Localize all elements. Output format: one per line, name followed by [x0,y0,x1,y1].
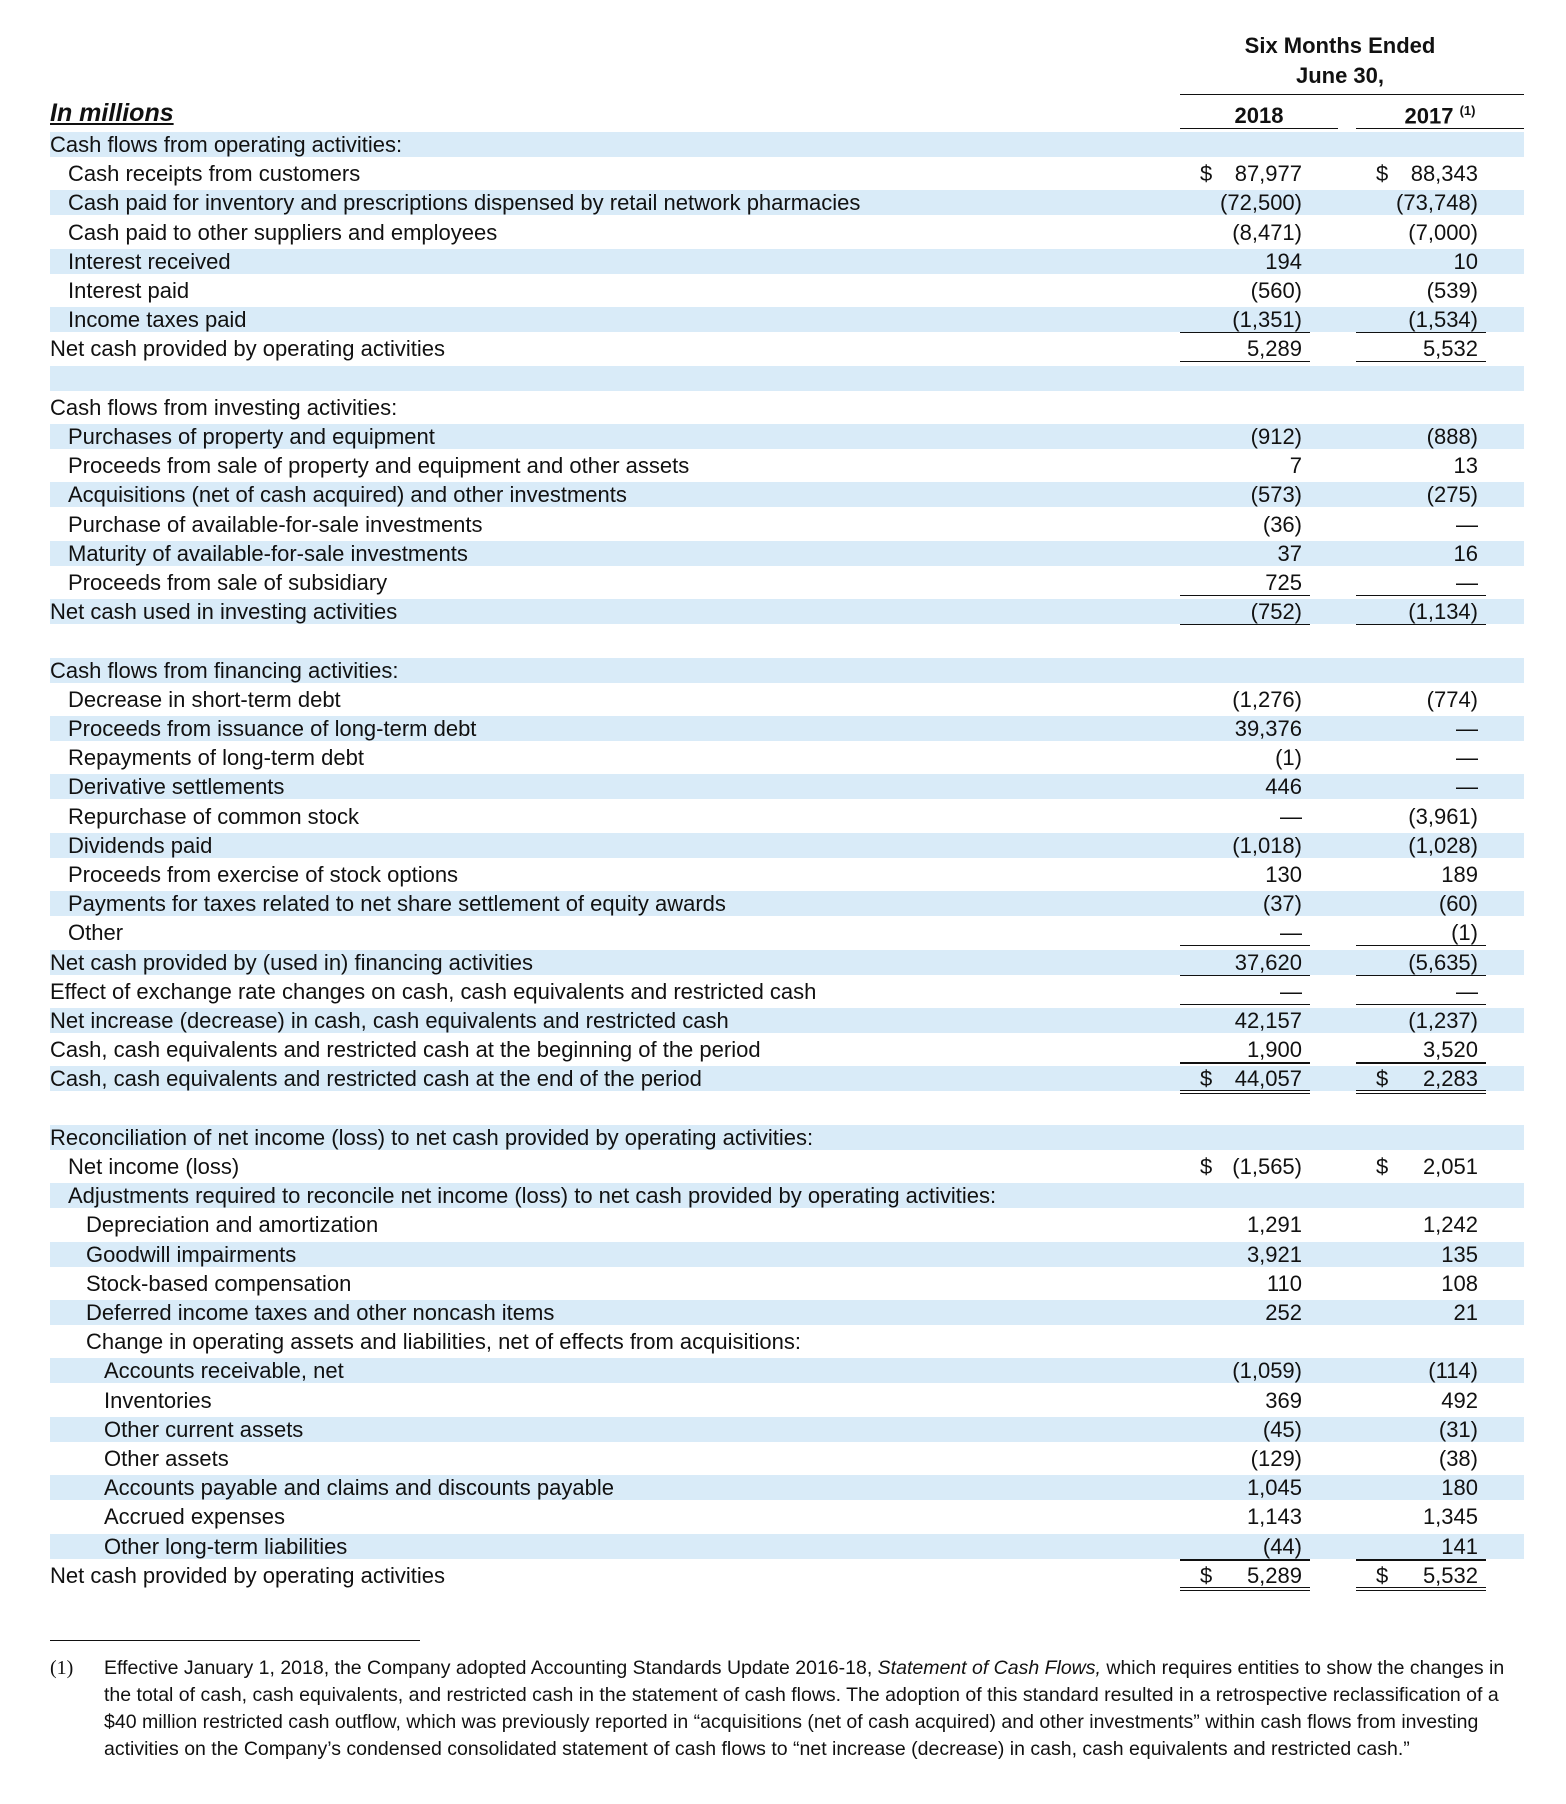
column-header-2018: 2018 [1234,103,1284,128]
value-2018: — [1280,804,1302,829]
table-row [50,336,1524,361]
table-row [50,1037,1524,1062]
period-header-rule [1180,94,1524,95]
value-2017: 10 [1453,249,1478,274]
table-row [50,891,1524,916]
value-2017: 5,532 [1356,336,1486,361]
table-row [50,1154,1524,1179]
footnote-text-start: Effective January 1, 2018, the Company adopted Accounting Standards Update 2016-18, [104,1657,878,1679]
row-label: Purchases of property and equipment [68,424,435,449]
table-row [50,950,1524,975]
row-label: Decrease in short-term debt [68,687,341,712]
currency-symbol-2018: $ [1200,1563,1213,1588]
table-row [50,1358,1524,1383]
table-row [50,307,1524,332]
value-2018: (1,276) [1232,687,1302,712]
row-label: Proceeds from exercise of stock options [68,862,459,887]
currency-symbol-2017: $ [1376,1563,1389,1588]
value-2018: 1,900 [1180,1037,1310,1062]
value-2018: 1,143 [1246,1504,1302,1529]
value-2018: (1,351) [1180,307,1310,332]
row-label: Effect of exchange rate changes on cash, cash equivalents and restricted cash [50,979,817,1004]
row-label: Acquisitions (net of cash acquired) and other investments [68,482,627,507]
value-2017: (1,028) [1408,833,1478,858]
column-rule-2018 [1180,128,1338,129]
row-label: Adjustments required to reconcile net income (loss) to net cash provided by operating activities: [68,1183,997,1208]
table-row [50,774,1524,799]
table-row [50,278,1524,303]
value-2018: (36) [1262,512,1302,537]
table-row [50,1183,1524,1208]
value-2018: 725 [1180,570,1310,595]
row-label: Maturity of available-for-sale investments [68,541,468,566]
row-label: Derivative settlements [68,774,285,799]
value-2017: (1,134) [1356,599,1486,624]
value-2017: (7,000) [1408,220,1478,245]
footnote-separator [50,1640,420,1641]
value-2018: (573) [1250,482,1302,507]
value-2017: (1) [1356,920,1486,945]
footnote-text [104,1655,1524,1763]
table-row [50,1125,1524,1150]
table-row [50,220,1524,245]
value-2018: 7 [1289,453,1302,478]
value-2017: — [1356,979,1486,1004]
value-2017: (5,635) [1356,950,1486,975]
row-label: Net cash used in investing activities [50,599,398,624]
value-2017: 2,051 [1422,1154,1478,1179]
table-row [50,833,1524,858]
row-label: Other long-term liabilities [104,1534,348,1559]
row-label: Inventories [104,1388,212,1413]
value-2018: 3,921 [1246,1242,1302,1267]
row-label: Dividends paid [68,833,213,858]
row-label: Other current assets [104,1417,304,1442]
table-row [50,1417,1524,1442]
value-2017: 180 [1441,1475,1478,1500]
value-2017: (1,534) [1356,307,1486,332]
table-row [50,1329,1524,1354]
table-row [50,979,1524,1004]
footnote-mark: (1) [50,1657,74,1679]
value-2017: 1,345 [1422,1504,1478,1529]
table-row [50,482,1524,507]
table-row [50,424,1524,449]
row-label: Stock-based compensation [86,1271,352,1296]
value-2017: — [1356,570,1486,595]
table-row [50,1096,1524,1121]
value-2017: (38) [1438,1446,1478,1471]
value-2018: 446 [1265,774,1302,799]
value-2018: (752) [1180,599,1310,624]
value-2017: (60) [1438,891,1478,916]
footnote-text-end: which requires entities to show the changes in the total of cash, cash equivalents, and restricted cash in the statement of cash flows. The adoption of this standard resulted in a retrospective reclassification of a $40 million restricted cash outflow, which was previously reported in “acquisitions (net of cash acquired) and other investments” within cash flows from investing activities on the Company’s condensed consolidated statement of cash flows to “net increase (decrease) in cash, cash equivalents and restricted cash.” [104,1657,1505,1760]
row-label: Accounts receivable, net [104,1358,344,1383]
row-label: Payments for taxes related to net share settlement of equity awards [68,891,726,916]
row-label: Net cash provided by (used in) financing activities [50,950,534,975]
value-2018: (912) [1250,424,1302,449]
row-label: Cash paid for inventory and prescriptions dispensed by retail network pharmacies [68,190,861,215]
table-row [50,1446,1524,1471]
row-label: Cash receipts from customers [68,161,361,186]
value-2017: 135 [1441,1242,1478,1267]
footnote-text-italic: Statement of Cash Flows, [877,1657,1101,1679]
table-row [50,1300,1524,1325]
table-row [50,1534,1524,1559]
table-row [50,132,1524,157]
table-row [50,862,1524,887]
value-2018: 87,977 [1234,161,1302,186]
value-2018: 39,376 [1234,716,1302,741]
row-label: Net cash provided by operating activities [50,1563,445,1588]
value-2018: (129) [1250,1446,1302,1471]
value-2018: 194 [1265,249,1302,274]
table-row [50,716,1524,741]
currency-symbol-2017: $ [1376,1154,1389,1179]
value-2018: (45) [1262,1417,1302,1442]
value-2018: 37 [1277,541,1302,566]
value-2018: (8,471) [1232,220,1302,245]
table-row [50,541,1524,566]
period-header-line2: June 30, [1295,63,1385,88]
value-2017: 108 [1441,1271,1478,1296]
value-2017: 88,343 [1410,161,1478,186]
row-label: Income taxes paid [68,307,247,332]
table-row [50,161,1524,186]
table-row [50,1271,1524,1296]
row-label: Cash flows from investing activities: [50,395,398,420]
column-header-2017 [1356,103,1524,129]
value-2017: (774) [1426,687,1478,712]
value-2018: — [1180,920,1310,945]
row-label: Purchase of available-for-sale investments [68,512,483,537]
table-row [50,570,1524,595]
table-row [50,453,1524,478]
table-row [50,512,1524,537]
value-2017: 492 [1441,1388,1478,1413]
value-2017: (275) [1426,482,1478,507]
row-label: Cash flows from financing activities: [50,658,399,683]
row-label: Deferred income taxes and other noncash items [86,1300,555,1325]
value-2018: 110 [1266,1271,1302,1296]
table-row [50,920,1524,945]
row-label: Interest received [68,249,231,274]
table-row [50,1504,1524,1529]
table-row [50,599,1524,624]
currency-symbol-2017: $ [1376,161,1389,186]
table-row [50,1212,1524,1237]
table-row [50,687,1524,712]
value-2018: 44,057 [1180,1066,1310,1091]
row-label: Net income (loss) [68,1154,240,1179]
value-2017: — [1456,512,1478,537]
currency-symbol-2017: $ [1376,1066,1389,1091]
table-row [50,1242,1524,1267]
row-label: Accrued expenses [104,1504,285,1529]
value-2018: 1,291 [1246,1212,1302,1237]
value-2017: 16 [1453,541,1478,566]
table-row [50,1066,1524,1091]
value-2017: — [1456,716,1478,741]
row-label: Other [68,920,124,945]
value-2018: (37) [1262,891,1302,916]
table-row [50,1388,1524,1413]
table-row [50,804,1524,829]
currency-symbol-2018: $ [1200,1066,1213,1091]
value-2017: 21 [1453,1300,1478,1325]
row-label: Net cash provided by operating activities [50,336,445,361]
row-label: Net increase (decrease) in cash, cash equivalents and restricted cash [50,1008,729,1033]
value-2018: (1,565) [1232,1154,1302,1179]
value-2017: 141 [1356,1534,1486,1559]
row-label: Reconciliation of net income (loss) to net cash provided by operating activities: [50,1125,814,1150]
table-row [50,395,1524,420]
period-header-line1: Six Months Ended [1244,33,1436,58]
value-2018: (1,018) [1232,833,1302,858]
value-2017: (888) [1426,424,1478,449]
value-2017: 5,532 [1356,1563,1486,1588]
table-row [50,658,1524,683]
row-label: Interest paid [68,278,190,303]
value-2018: (44) [1180,1534,1310,1559]
value-2017: (1,237) [1408,1008,1478,1033]
value-2017: — [1456,774,1478,799]
column-rule-2017 [1356,128,1524,129]
value-2018: (1) [1275,745,1302,770]
value-2017: (3,961) [1408,804,1478,829]
value-2018: 1,045 [1246,1475,1302,1500]
value-2018: 5,289 [1180,1563,1310,1588]
row-label: Change in operating assets and liabilities, net of effects from acquisitions: [86,1329,801,1354]
value-2018: (72,500) [1220,190,1302,215]
row-label: Depreciation and amortization [86,1212,379,1237]
currency-symbol-2018: $ [1200,1154,1213,1179]
row-label: Cash paid to other suppliers and employees [68,220,498,245]
value-2017: 3,520 [1356,1037,1486,1062]
row-label: Cash, cash equivalents and restricted cash at the beginning of the period [50,1037,761,1062]
value-2017: 1,242 [1422,1212,1478,1237]
currency-symbol-2018: $ [1200,161,1213,186]
row-label: Accounts payable and claims and discounts payable [104,1475,614,1500]
row-label: Proceeds from sale of subsidiary [68,570,388,595]
row-label: Other assets [104,1446,229,1471]
value-2018: (560) [1250,278,1302,303]
row-label: Goodwill impairments [86,1242,297,1267]
column-header-2017-note: (1) [1459,103,1476,118]
value-2017: (31) [1438,1417,1478,1442]
table-row [50,249,1524,274]
value-2018: (1,059) [1232,1358,1302,1383]
value-2018: 369 [1265,1388,1302,1413]
value-2017: — [1456,745,1478,770]
value-2018: 42,157 [1234,1008,1302,1033]
value-2017: (114) [1428,1358,1478,1383]
table-row [50,745,1524,770]
table-row [50,1563,1524,1588]
row-label: Proceeds from issuance of long-term debt [68,716,477,741]
value-2017: (73,748) [1396,190,1478,215]
value-2018: 252 [1265,1300,1302,1325]
table-row [50,366,1524,391]
units-label: In millions [50,99,174,127]
row-label: Cash, cash equivalents and restricted cash at the end of the period [50,1066,702,1091]
value-2018: 130 [1265,862,1302,887]
row-label: Repurchase of common stock [68,804,360,829]
row-label: Cash flows from operating activities: [50,132,403,157]
value-2018: 5,289 [1180,336,1310,361]
value-2017: 13 [1453,453,1478,478]
value-2017: 2,283 [1356,1066,1486,1091]
column-header-2017-label: 2017 [1404,103,1454,129]
row-label: Proceeds from sale of property and equipment and other assets [68,453,690,478]
row-label: Repayments of long-term debt [68,745,364,770]
table-row [50,628,1524,653]
value-2017: (539) [1426,278,1478,303]
value-2017: 189 [1441,862,1478,887]
value-2018: 37,620 [1180,950,1310,975]
value-2018: — [1180,979,1310,1004]
table-row [50,190,1524,215]
table-row [50,1475,1524,1500]
table-row [50,1008,1524,1033]
